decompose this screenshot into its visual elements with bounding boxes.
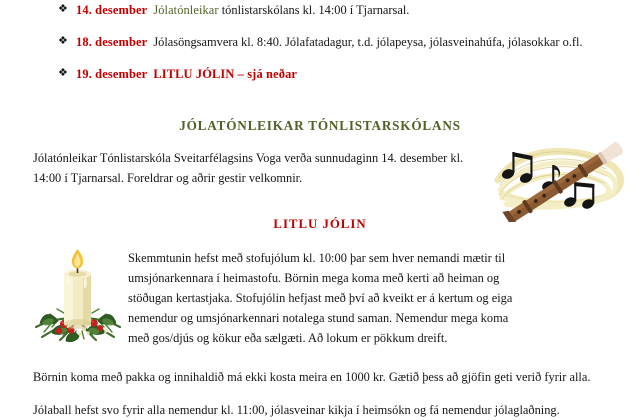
music-section-body: Jólatónleikar Tónlistarskóla Sveitarfélagsins Voga verða sunnudaginn 14. desember kl. 14:00 í Tjarnarsal. Foreldrar og aðrir gestir velkomnir.	[33, 151, 464, 185]
christmas-candle-wreath-icon	[28, 243, 128, 347]
christmas-ball-paragraph: Jólaball hefst svo fyrir alla nemendur kl. 11:00, jólasveinar kikja í heimsókn og fá nemendur jólaglaðning.	[33, 403, 560, 417]
bullet-date: 14. desember	[76, 3, 148, 17]
bullet-event-title: LITLU JÓLIN	[153, 67, 235, 81]
bullet-event-title: Jólatónleikar	[153, 3, 219, 17]
list-item	[0, 2, 640, 19]
bullet-date: 19. desember	[76, 67, 148, 81]
clarinet-music-notes-icon	[492, 136, 636, 222]
gift-rules-paragraph: Börnin koma með pakka og innihaldið má ekki kosta meira en 1000 kr. Gætið þess að gjöfin geti verið fyrir alla.	[33, 370, 591, 384]
bullet-date: 18. desember	[76, 35, 148, 49]
list-item	[0, 66, 640, 83]
bullet-diamond-icon: ❖	[58, 3, 68, 15]
music-section-heading: JÓLATÓNLEIKAR TÓNLISTARSKÓLANS	[179, 118, 461, 133]
bullet-detail: tónlistarskólans kl. 14:00 í Tjarnarsal.	[221, 3, 410, 17]
schedule-bullet-list	[0, 2, 640, 98]
bullet-detail: – sjá neðar	[237, 67, 298, 81]
litlu-jolin-heading: LITLU JÓLIN	[273, 217, 367, 231]
bullet-diamond-icon: ❖	[58, 67, 68, 79]
bullet-detail: Jólasöngsamvera kl. 8:40. Jólafatadagur, t.d. jólapeysa, jólasveinahúfa, jólasokkar o.fl.	[153, 35, 583, 49]
list-item	[0, 34, 640, 51]
litlu-jolin-body: Skemmtunin hefst með stofujólum kl. 10:00 þar sem hver nemandi mætir til umsjónarkennara í heimastofu. Börnin mega koma með kerti að heiman og stöðugan kertastjaka. Stofujólin hefjast með því að kveikt er á kertum og eiga nemendur og umsjónarkennari notalega stund saman. Nemendur mega koma með gos/djús og kökur eða sælgæti. Að lokum er pökkum dreift.	[128, 251, 513, 345]
bullet-diamond-icon: ❖	[58, 35, 68, 47]
